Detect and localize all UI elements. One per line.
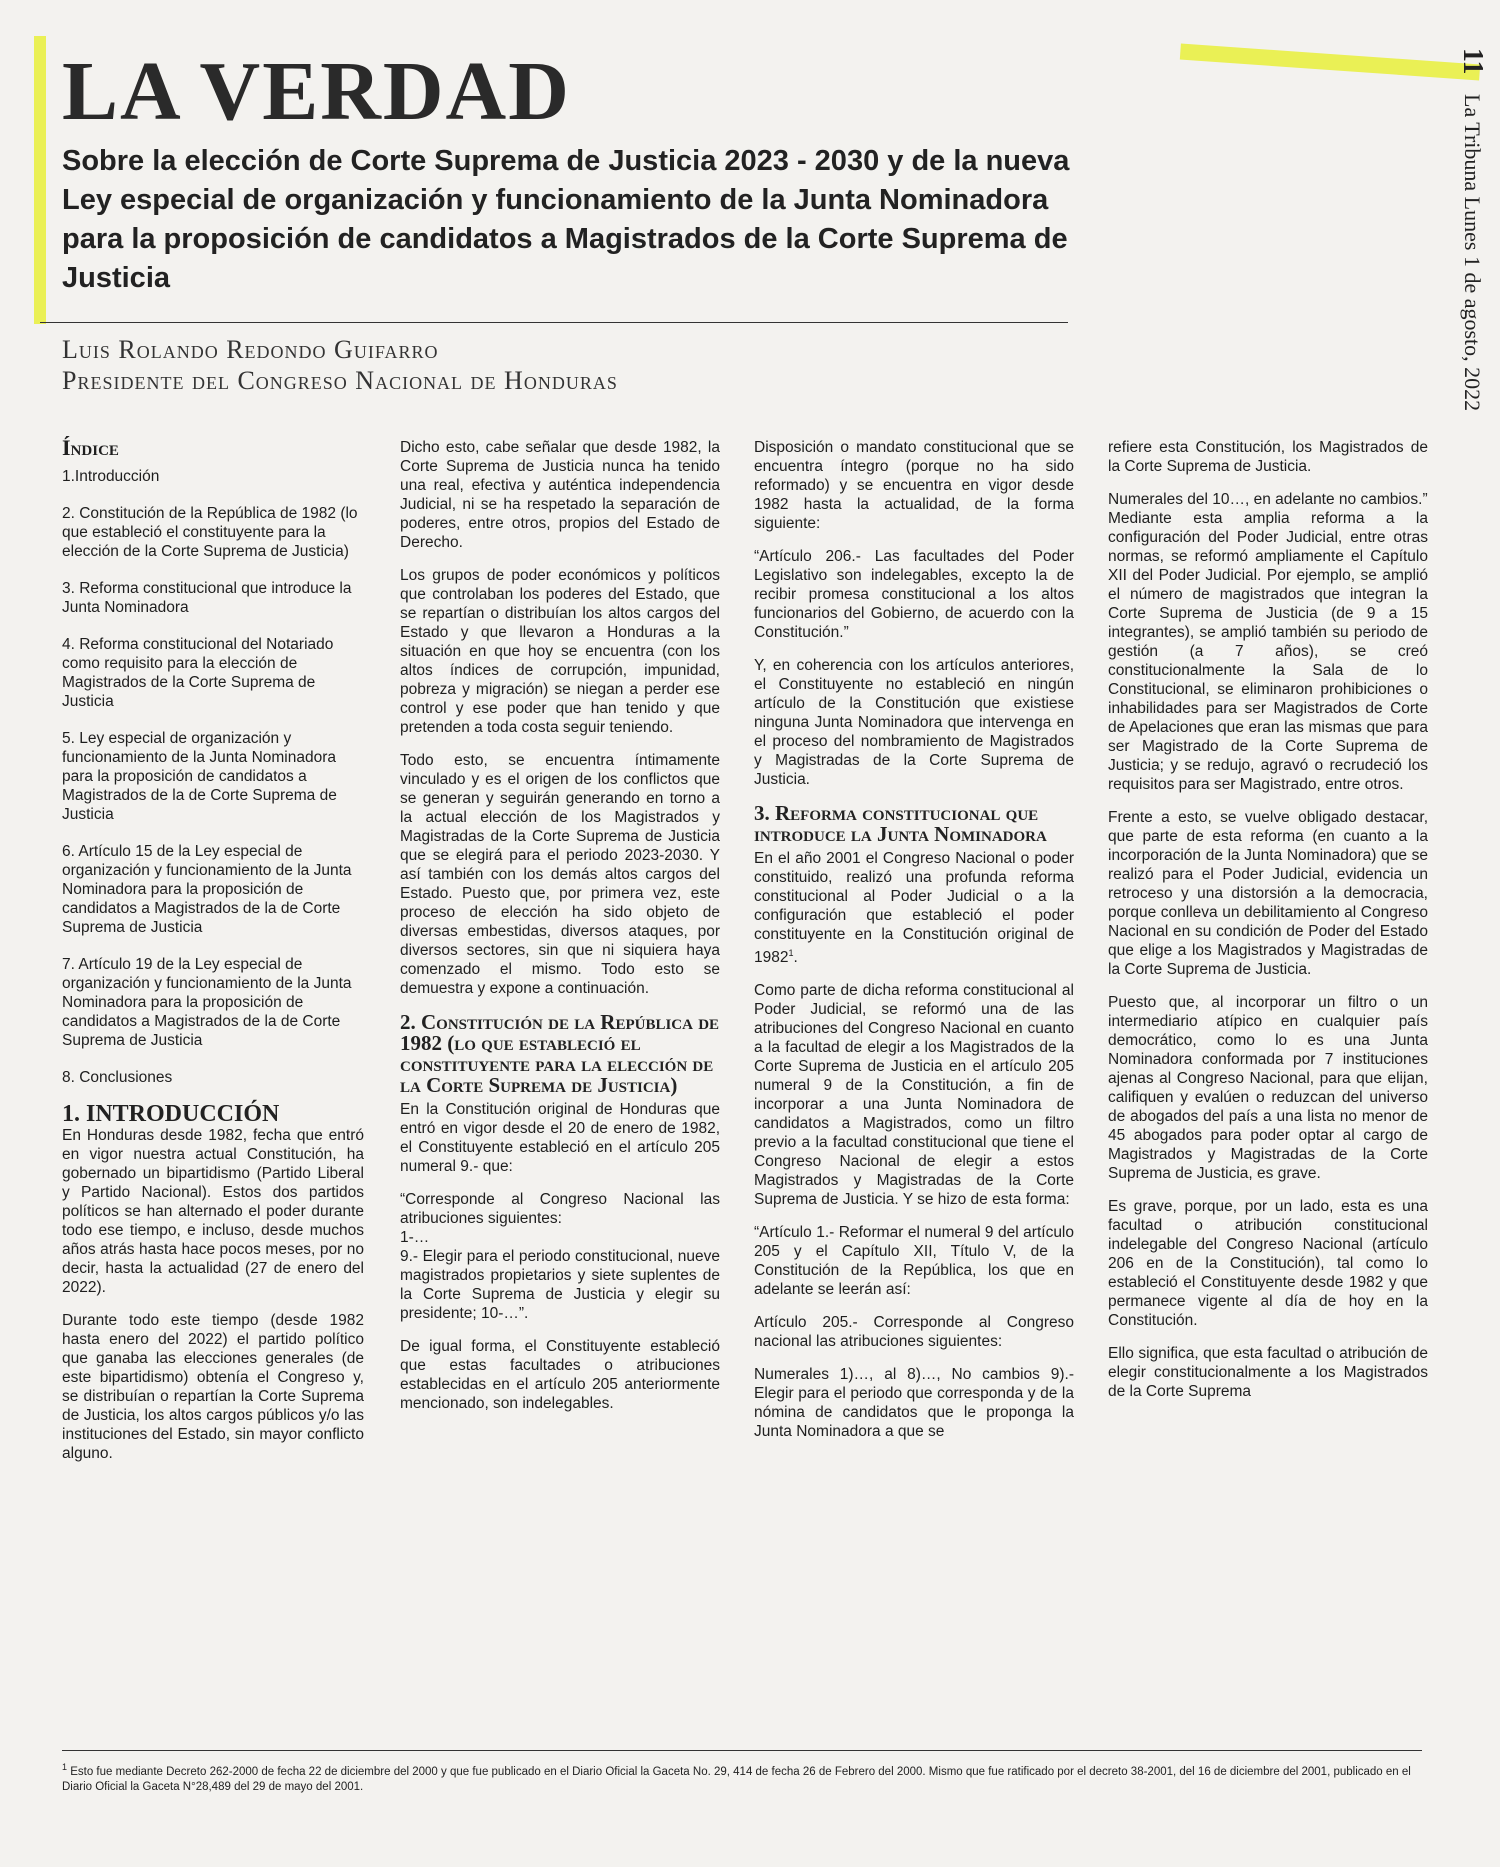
publication-date-label: La Tribuna Lunes 1 de agosto, 2022 — [1460, 93, 1485, 412]
paragraph: Durante todo este tiempo (desde 1982 hasta enero del 2022) el partido político que ganaba las elecciones generales (de este bipartidismo) obtenía el Congreso y, se distribuían o repartían la Corte Suprema de Justicia, los altos cargos públicos y/o las instituciones del Estado, sin mayor conflicto alguno. — [62, 1312, 364, 1462]
footnote-rule — [62, 1750, 1422, 1751]
paragraph: Mediante esta amplia reforma a la configuración del Poder Judicial, entre otras normas, se reformó ampliamente el Capítulo XII del Poder Judicial. Por ejemplo, se amplió el número de magistrados que integran la Corte Suprema de Justicia (de 9 a 15 integrantes), se amplió también su periodo de gestión (a 7 años), se creó constitucionalmente la Sala de lo Constitucional, se eliminaron prohibiciones o inhabilidades para ser Magistrados de Corte de Apelaciones que eran las mismas que para ser Magistrado de la Corte Suprema de Justicia; y se redujo, agravó o recrudeció los requisitos para ser Magistrado, entre otros. — [1108, 510, 1428, 793]
author-title: Presidente del Congreso Nacional de Honduras — [62, 366, 618, 395]
quote-text: “Corresponde al Congreso Nacional las atribuciones siguientes: — [400, 1191, 720, 1227]
quote-paragraph — [400, 1190, 720, 1228]
page-side-tag — [1456, 48, 1488, 411]
paragraph: Disposición o mandato constitucional que se encuentra íntegro (porque no ha sido reformado) y se encuentra en vigor desde 1982 hasta la actualidad, de la forma siguiente: — [754, 439, 1074, 532]
quote-paragraph: “Artículo 1.- Reformar el numeral 9 del artículo 205 y el Capítulo XII, Título V, de la Constitución de la República, los que en adelante se leerán así: — [754, 1224, 1074, 1299]
section-1-title: 1. INTRODUCCIÓN — [62, 1101, 280, 1127]
headline: Sobre la elección de Corte Suprema de Justicia 2023 - 2030 y de la nueva Ley especial de organización y funcionamiento de la Junta Nominadora para la proposición de candidatos a Magistrados de la Corte Suprema de Justicia — [62, 145, 1070, 294]
paragraph: Como parte de dicha reforma constitucional al Poder Judicial, se reformó una de las atribuciones del Congreso Nacional en cuanto a la facultad de elegir a los Magistrados de la Corte Suprema de Justicia en el artículo 205 numeral 9 de la Constitución, a fin de incorporar a una Junta Nominadora de candidatos a Magistrados, como un filtro previo a la facultad constitucional que tiene el Congreso Nacional de elegir a estos Magistrados y Magistradas de la Corte Suprema de Justicia. Y se hizo de esta forma: — [754, 982, 1074, 1209]
paragraph: Ello significa, que esta facultad o atribución de elegir constitucionalmente a los Magistrados de la Corte Suprema — [1108, 1345, 1428, 1400]
byline — [62, 334, 622, 396]
column-3 — [754, 438, 1074, 1455]
toc-item: 3. Reforma constitucional que introduce la Junta Nominadora — [62, 580, 352, 616]
paragraph: Todo esto, se encuentra íntimamente vinculado y es el origen de los conflictos que se generan y seguirán generando en torno a la actual elección de los Magistrados y Magistradas de la Corte Suprema de Justicia que se elegirá para el periodo 2023-2030. Y así también con los demás altos cargos del Estado. Puesto que, por primera vez, este proceso de elección ha sido objeto de diversas embestidas, diversos ataques, por diversos sectores, sin que ni siquiera haya comenzado el mismo. Todo esto se demuestra y expone a continuación. — [400, 752, 720, 997]
paragraph: Puesto que, al incorporar un filtro o un intermediario atípico en cualquier país democrático, como lo es una Junta Nominadora conformada por 7 instituciones ajenas al Congreso Nacional, para que elijan, califiquen y evalúen o reduzcan del universo de abogados del país a una lista no menor de 45 abogados para poder optar al cargo de Magistrados y Magistradas de la Corte Suprema de Justicia, es grave. — [1108, 994, 1428, 1182]
masthead — [62, 45, 1102, 298]
column-4 — [1108, 438, 1428, 1415]
quote-paragraph: 9.- Elegir para el periodo constitucional, nueve magistrados propietarios y siete suplentes de la Corte Suprema de Justicia y elegir su presidente; 10-…”. — [400, 1248, 720, 1322]
highlighter-mark-top-right — [1180, 44, 1480, 81]
paragraph: De igual forma, el Constituyente estableció que estas facultades o atribuciones establecidas en el artículo 205 anteriormente mencionado, son indelegables. — [400, 1338, 720, 1412]
paragraph: Los grupos de poder económicos y políticos que controlaban los poderes del Estado, que se repartían o distribuían los altos cargos del Estado y que llevaron a Honduras a la situación en que hoy se encuentra (con los altos índices de corrupción, impunidad, pobreza y migración) se niegan a perder ese control y ese poder que han tenido y que pretenden a toda costa seguir teniendo. — [400, 567, 720, 736]
column-2 — [400, 438, 720, 1427]
paragraph: Es grave, porque, por un lado, esta es una facultad o atribución constitucional indelegable del Congreso Nacional (artículo 206 en de la Constitución), tal como lo estableció el Constituyente desde 1982 y que permanece vigente al día de hoy en la Constitución. — [1108, 1198, 1428, 1329]
header-rule — [40, 322, 1068, 323]
page-number: 11 — [1457, 48, 1488, 75]
column-1 — [62, 435, 364, 1477]
quote-paragraph: 1-… — [400, 1229, 430, 1246]
author-name: Luis Rolando Redondo Guifarro — [62, 335, 439, 364]
highlighter-mark-left — [34, 36, 46, 324]
toc-item: 1.Introducción — [62, 468, 160, 485]
toc-item: 7. Artículo 19 de la Ley especial de organización y funcionamiento de la Junta Nominadora para la proposición de candidatos a Magistrados de la de Corte Suprema de Justicia — [62, 956, 352, 1049]
toc-item: 8. Conclusiones — [62, 1069, 173, 1086]
toc-item: 2. Constitución de la República de 1982 (lo que estableció el constituyente para la elección de la Corte Suprema de Justicia) — [62, 505, 358, 560]
paragraph: refiere esta Constitución, los Magistrados de la Corte Suprema de Justicia. — [1108, 439, 1428, 475]
column-brand: LA VERDAD — [62, 45, 571, 138]
paragraph: En la Constitución original de Honduras que entró en vigor desde el 20 de enero de 1982, el Constituyente estableció en el artículo 205 numeral 9.- que: — [400, 1101, 720, 1175]
toc-title: Índice — [62, 435, 119, 460]
paragraph: Dicho esto, cabe señalar que desde 1982, la Corte Suprema de Justicia nunca ha tenido una real, efectiva y auténtica independencia Judicial, ni se ha respetado la separación de poderes, entre otros, propios del Estado de Derecho. — [400, 439, 720, 551]
paragraph: Y, en coherencia con los artículos anteriores, el Constituyente no estableció en ningún artículo de la Constitución que existiese ninguna Junta Nominadora que intervenga en el proceso del nombramiento de Magistrados y Magistradas de la Corte Suprema de Justicia. — [754, 657, 1074, 788]
quote-paragraph: Numerales 1)…, al 8)…, No cambios 9).- Elegir para el periodo que corresponda y de la nómina de candidatos que le proponga la Junta Nominadora a que se — [754, 1366, 1074, 1441]
footnote-marker: 1 — [62, 1762, 68, 1772]
paragraph: En Honduras desde 1982, fecha que entró en vigor nuestra actual Constitución, ha gobernado un bipartidismo (Partido Liberal y Partido Nacional). Estos dos partidos políticos se han alternado el poder durante todo ese tiempo, e incluso, desde muchos años atrás hasta hace pocos meses, por no decir, hasta la actualidad (27 de enero del 2022). — [62, 1127, 364, 1296]
paragraph: En el año 2001 el Congreso Nacional o poder constituido, realizó una profunda reforma constitucional al Poder Judicial o a la configuración que estableció el poder constituyente en la Constitución original de 1982$^1$. — [754, 850, 1074, 967]
toc-item: 4. Reforma constitucional del Notariado como requisito para la elección de Magistrados de la Corte Suprema de Justicia — [62, 636, 334, 710]
footnote — [62, 1760, 1422, 1795]
paragraph-text: En el año 2001 el Congreso Nacional o poder constituido, realizó una profunda reforma constitucional al Poder Judicial o a la configuración que estableció el poder constituyente en la Constitución original de 1982 — [754, 850, 1074, 967]
toc-item: 6. Artículo 15 de la Ley especial de organización y funcionamiento de la Junta Nominadora para la proposición de candidatos a Magistrados de la de Corte Suprema de Justicia — [62, 843, 352, 936]
section-3-title: 3. Reforma constitucional que introduce la Junta Nominadora — [754, 801, 1047, 846]
footnote-text: Esto fue mediante Decreto 262-2000 de fecha 22 de diciembre del 2000 y que fue publicado en el Diario Oficial la Gaceta No. 29, 414 de fecha 26 de Febrero del 2000. Mismo que fue ratificado por el decreto 38-2001, del 16 de diciembre del 2001, publicado en el Diario Oficial la Gaceta N°28,489 del 29 de mayo del 2001. — [62, 1765, 1411, 1793]
toc-item: 5. Ley especial de organización y funcionamiento de la Junta Nominadora para la proposición de candidatos a Magistrados de la de Corte Suprema de Justicia — [62, 730, 337, 823]
footnote-ref: 1 — [788, 948, 794, 958]
paragraph: Frente a esto, se vuelve obligado destacar, que parte de esta reforma (en cuanto a la incorporación de la Junta Nominadora) que se realizó para el Poder Judicial, evidencia un retroceso y una distorsión a la democracia, porque conlleva un debilitamiento al Congreso Nacional en su condición de Poder del Estado que elige a los Magistrados y Magistradas de la Corte Suprema de Justicia. — [1108, 809, 1428, 978]
section-2-title: 2. Constitución de la República de 1982 (lo que estableció el constituyente para la elección de la Corte Suprema de Justicia) — [400, 1010, 720, 1097]
paragraph: Numerales del 10…, en adelante no cambios.” — [1108, 491, 1428, 508]
quote-paragraph: Artículo 205.- Corresponde al Congreso nacional las atribuciones siguientes: — [754, 1314, 1074, 1351]
quote-paragraph: “Artículo 206.- Las facultades del Poder Legislativo son indelegables, excepto la de recibir promesa constitucional a los altos funcionarios del Gobierno, de acuerdo con la Constitución.” — [754, 548, 1074, 641]
